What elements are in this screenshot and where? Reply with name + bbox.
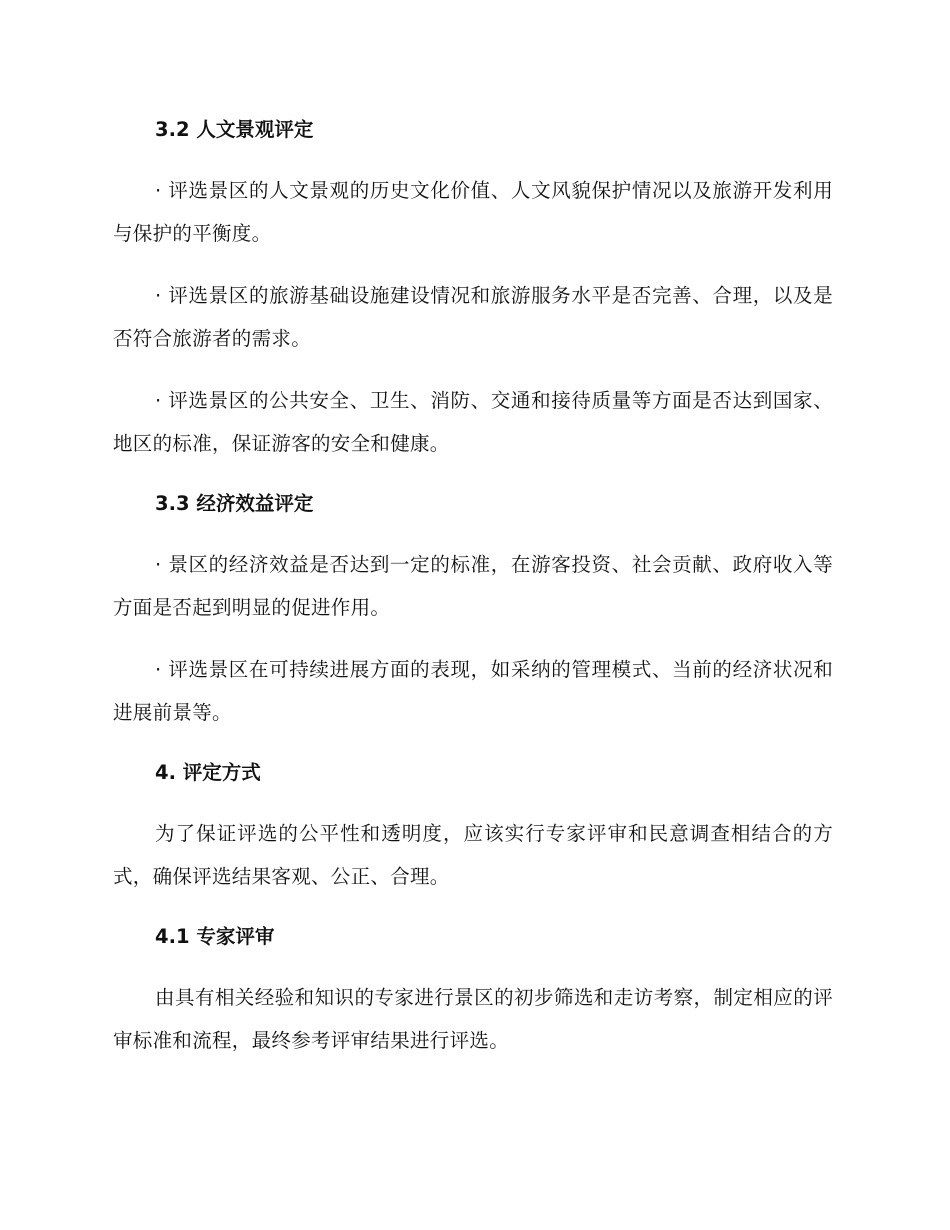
- section-heading-3-3: 3.3 经济效益评定: [155, 492, 314, 515]
- paragraph-cultural-value: · 评选景区的人文景观的历史文化价值、人文风貌保护情况以及旅游开发利用与保护的平衡度。: [113, 179, 833, 245]
- section-heading-4-1: 4.1 专家评审: [155, 925, 275, 948]
- document-body: [113, 110, 833, 1081]
- paragraph-expert-review: 由具有相关经验和知识的专家进行景区的初步筛选和走访考察，制定相应的评审标准和流程，最终参考评审结果进行评选。: [113, 986, 833, 1052]
- paragraph-evaluation-method: 为了保证评选的公平性和透明度，应该实行专家评审和民意调查相结合的方式，确保评选结果客观、公正、合理。: [113, 822, 833, 888]
- section-heading-4: 4. 评定方式: [155, 761, 261, 784]
- section-heading-3-2: 3.2 人文景观评定: [155, 118, 314, 141]
- paragraph-public-safety: · 评选景区的公共安全、卫生、消防、交通和接待质量等方面是否达到国家、地区的标准，保证游客的安全和健康。: [113, 389, 833, 455]
- paragraph-infrastructure: · 评选景区的旅游基础设施建设情况和旅游服务水平是否完善、合理，以及是否符合旅游者的需求。: [113, 284, 833, 350]
- paragraph-economic-benefit: · 景区的经济效益是否达到一定的标准，在游客投资、社会贡献、政府收入等方面是否起到明显的促进作用。: [113, 553, 833, 619]
- paragraph-sustainability: · 评选景区在可持续进展方面的表现，如采纳的管理模式、当前的经济状况和进展前景等。: [113, 658, 833, 724]
